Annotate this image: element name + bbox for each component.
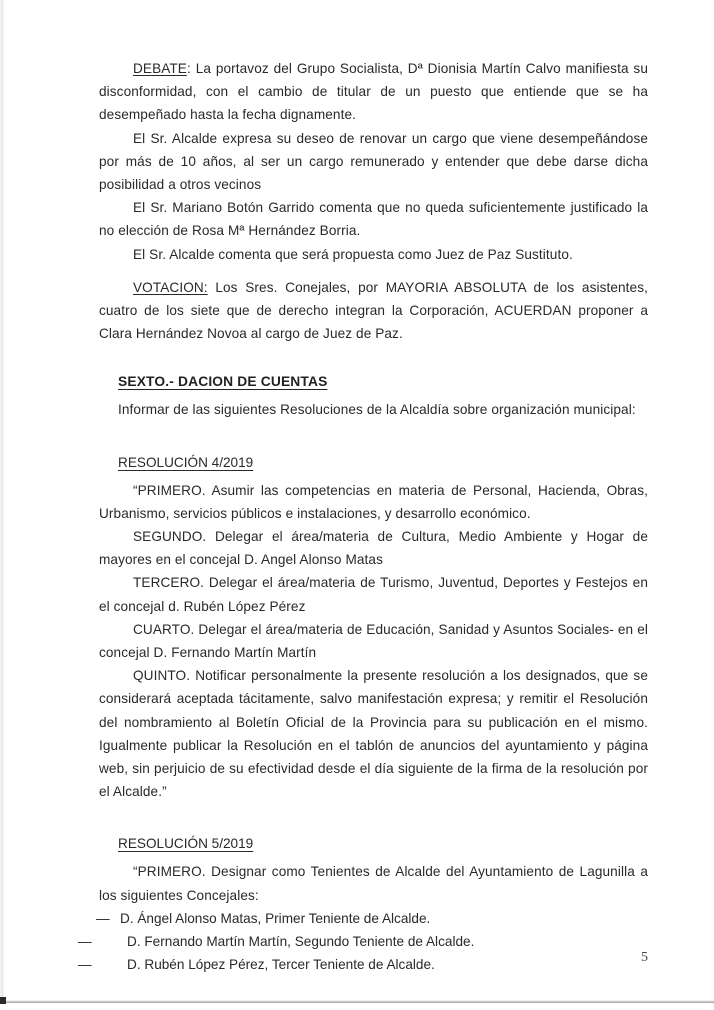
- scan-edge-artifact-bottom-white: [0, 1003, 714, 1010]
- debate-separator: :: [186, 61, 196, 76]
- page-number: 5: [641, 950, 648, 965]
- scan-corner-artifact: [0, 997, 6, 1004]
- paragraph-alcalde-renovar: El Sr. Alcalde expresa su deseo de renovar un cargo que viene desempeñándose por más de 10 años, al ser un cargo remunerado y entender que debe darse dicha posibilidad a otros vecinos: [99, 130, 648, 193]
- paragraph-res4-tercero: TERCERO. Delegar el área/materia de Turismo, Juventud, Deportes y Festejos en el concejal d. Rubén López Pérez: [99, 575, 648, 614]
- list-item: [96, 907, 648, 930]
- spacer: [99, 345, 648, 371]
- resolution-heading-4-2019: RESOLUCIÓN 4/2019: [118, 454, 254, 470]
- section-heading-sexto: SEXTO.- DACION DE CUENTAS: [118, 374, 328, 390]
- paragraph-res4-cuarto: CUARTO. Delegar el área/materia de Educación, Sanidad y Asuntos Sociales- en el concejal D. Fernando Martín Martín: [99, 621, 648, 661]
- spacer: [99, 422, 648, 452]
- list-item-label: D. Ángel Alonso Matas, Primer Teniente de Alcalde.: [120, 910, 431, 926]
- votacion-text: Los Sres. Conejales, por MAYORIA ABSOLUTA de los asistentes, cuatro de los siete que de derecho integran la Corporación, ACUERDAN proponer a Clara Hernández Novoa al cargo de Juez de Paz.: [99, 279, 648, 342]
- scan-edge-artifact-left: [2, 0, 4, 1010]
- document-text-column: [78, 57, 648, 977]
- dash-marker: —: [78, 934, 92, 950]
- paragraph-mariano-boton: El Sr. Mariano Botón Garrido comenta que no queda suficientemente justificado la no elección de Rosa Mª Hernández Borria.: [99, 200, 648, 239]
- paragraph-votacion: [99, 276, 648, 346]
- paragraph-debate: [99, 57, 648, 127]
- votacion-label: VOTACION:: [133, 279, 208, 295]
- list-item-label: D. Fernando Martín Martín, Segundo Teniente de Alcalde.: [127, 934, 475, 950]
- spacer: [99, 266, 648, 276]
- paragraph-res5-primero: “PRIMERO. Designar como Tenientes de Alcalde del Ayuntamiento de Lagunilla a los siguientes Concejales:: [99, 864, 648, 903]
- list-item-label: D. Rubén López Pérez, Tercer Teniente de Alcalde.: [127, 957, 435, 973]
- spacer: [99, 803, 648, 833]
- debate-label: DEBATE: [133, 61, 187, 76]
- dash-marker: —: [78, 957, 92, 973]
- debate-text: La portavoz del Grupo Socialista, Dª Dionisia Martín Calvo manifiesta su disconformidad, con el cambio de titular de un puesto que entiende que se ha desempeñado hasta la fecha dignamente.: [99, 61, 648, 123]
- dash-marker: —: [96, 910, 110, 926]
- paragraph-alcalde-sustituto: El Sr. Alcalde comenta que será propuesta como Juez de Paz Sustituto.: [133, 246, 573, 262]
- tenientes-list: [78, 907, 648, 977]
- paragraph-res4-primero: “PRIMERO. Asumir las competencias en materia de Personal, Hacienda, Obras, Urbanismo, servicios públicos e instalaciones, y desarrollo económico.: [99, 482, 648, 521]
- paragraph-res4-quinto: QUINTO. Notificar personalmente la presente resolución a los designados, que se considerará aceptada tácitamente, salvo manifestación expresa; y remitir el Resolución del nombramiento al Boletín Oficial de la Provincia para su publicación en el mismo. Igualmente publicar la Resolución en el tablón de anuncios del ayuntamiento y página web, sin perjuicio de su efectividad desde el día siguiente de la firma de la resolución por el Alcalde.”: [99, 668, 648, 800]
- resolution-heading-5-2019: RESOLUCIÓN 5/2019: [118, 836, 254, 852]
- paragraph-sexto-intro: Informar de las siguientes Resoluciones de la Alcaldía sobre organización municipal:: [118, 402, 636, 418]
- paragraph-res4-segundo: SEGUNDO. Delegar el área/materia de Cultura, Medio Ambiente y Hogar de mayores en el concejal D. Angel Alonso Matas: [99, 529, 648, 568]
